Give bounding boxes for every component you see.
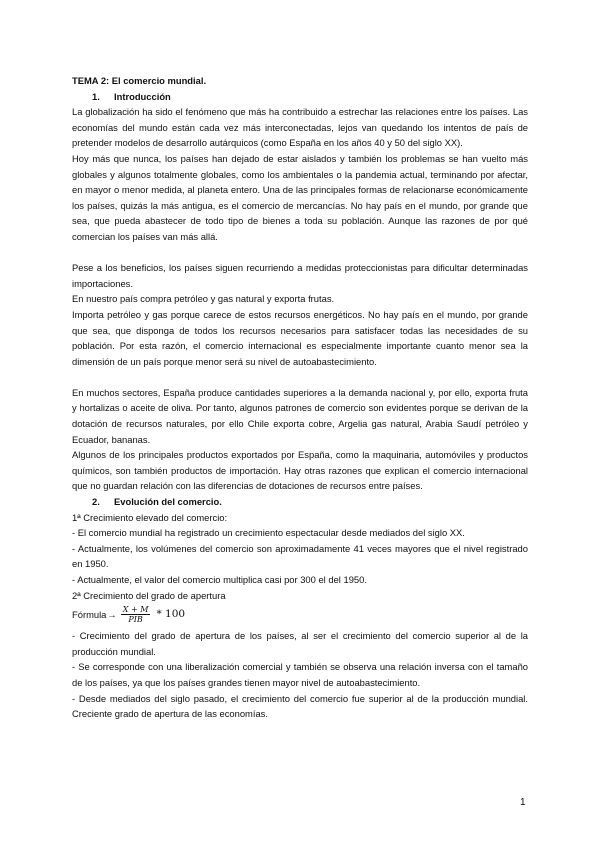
section-number: 1. — [92, 90, 100, 102]
paragraph: En nuestro país compra petróleo y gas natural y exporta frutas. — [72, 293, 335, 305]
paragraph: Pese a los beneficios, los países siguen recurriendo a medidas proteccionistas para dificultar determinadas importaciones. — [72, 262, 528, 289]
spacer — [72, 369, 528, 385]
arrow-icon: → — [107, 608, 117, 620]
section-title: Evolución del comercio. — [114, 496, 222, 508]
formula-multiplier: * 100 — [156, 607, 186, 620]
list-line: 1ª Crecimiento elevado del comercio: — [72, 511, 228, 523]
paragraph: Hoy más que nunca, los países han dejado de estar aislados y también los problemas se han vuelto más globales y algunos totalmente globales, como los ambientales o la pandemia actual, terminando por afectar, en mayor o menor medida, al planeta entero. Una de las principales formas de relacionarse económicamente los países, quizás la más antigua, es el comercio de mercancías. No hay país en el mundo, por grande que sea, que pueda abastecer de todo tipo de bienes a toda su población. Aunque las razones de por qué comercian los países van más allá. — [72, 152, 528, 242]
section-heading-evolucion — [72, 494, 528, 510]
list-line: - Desde mediados del siglo pasado, el crecimiento del comercio fue superior al de la producción mundial. Creciente grado de apertura de las economías. — [72, 692, 528, 720]
section-number: 2. — [92, 496, 100, 508]
spacer — [72, 245, 528, 261]
formula-label: Fórmula — [72, 608, 107, 620]
document-body — [72, 73, 528, 722]
list-line: - Crecimiento del grado de apertura de los países, al ser el crecimiento del comercio superior al de la producción mundial. — [72, 630, 528, 657]
formula-denominator: PIB — [128, 615, 143, 625]
paragraph: En muchos sectores, España produce cantidades superiores a la demanda nacional y, por ello, exporta fruta y hortalizas o aceite de oliva. Por tanto, algunos patrones de comercio son evidentes porque se derivan de la dotación de recursos naturales, por ello Chile exporta cobre, Argelia gas natural, Arabia Saudí petróleo y Ecuador, bananas. — [72, 386, 528, 445]
document-title: TEMA 2: El comercio mundial. — [72, 75, 207, 86]
formula — [72, 605, 528, 624]
list-line: 2ª Crecimiento del grado de apertura — [72, 589, 226, 601]
list-line: - El comercio mundial ha registrado un crecimiento espectacular desde mediados del siglo XX. — [72, 527, 465, 539]
page-number: 1 — [520, 797, 526, 808]
paragraph: Algunos de los principales productos exportados por España, como la maquinaria, automóviles y productos químicos, son también productos de importación. Hay otras razones que explican el comercio internacional que no guardan relación con las diferencias de dotaciones de recursos entre países. — [72, 449, 528, 492]
list-line: - Se corresponde con una liberalización comercial y también se observa una relación inversa con el tamaño de los países, ya que los países grandes tienen mayor nivel de autoabastecimiento. — [72, 661, 528, 688]
section-heading-introduccion — [72, 89, 528, 105]
paragraph: Importa petróleo y gas porque carece de estos recursos energéticos. No hay país en el mundo, por grande que sea, que disponga de todos los recursos necesarios para satisfacer todas las necesidades de su población. Por esta razón, el comercio internacional es especialmente importante cuanto menor sea la dimensión de un país porque menor será su nivel de autoabastecimiento. — [72, 308, 528, 367]
formula-numerator: X + M — [122, 605, 149, 615]
section-title: Introducción — [114, 90, 171, 102]
paragraph: La globalización ha sido el fenómeno que más ha contribuido a estrechar las relaciones entre los países. Las economías del mundo están cada vez más interconectadas, lejos van quedando los intentos de país de pretender modelos de desarrollo autárquicos (como España en los años 40 y 50 del siglo XX). — [72, 106, 528, 149]
list-line: - Actualmente, los volúmenes del comercio son aproximadamente 41 veces mayores que el nivel registrado en 1950. — [72, 542, 528, 570]
formula-fraction — [121, 605, 151, 624]
list-line: - Actualmente, el valor del comercio multiplica casi por 300 el del 1950. — [72, 574, 367, 585]
